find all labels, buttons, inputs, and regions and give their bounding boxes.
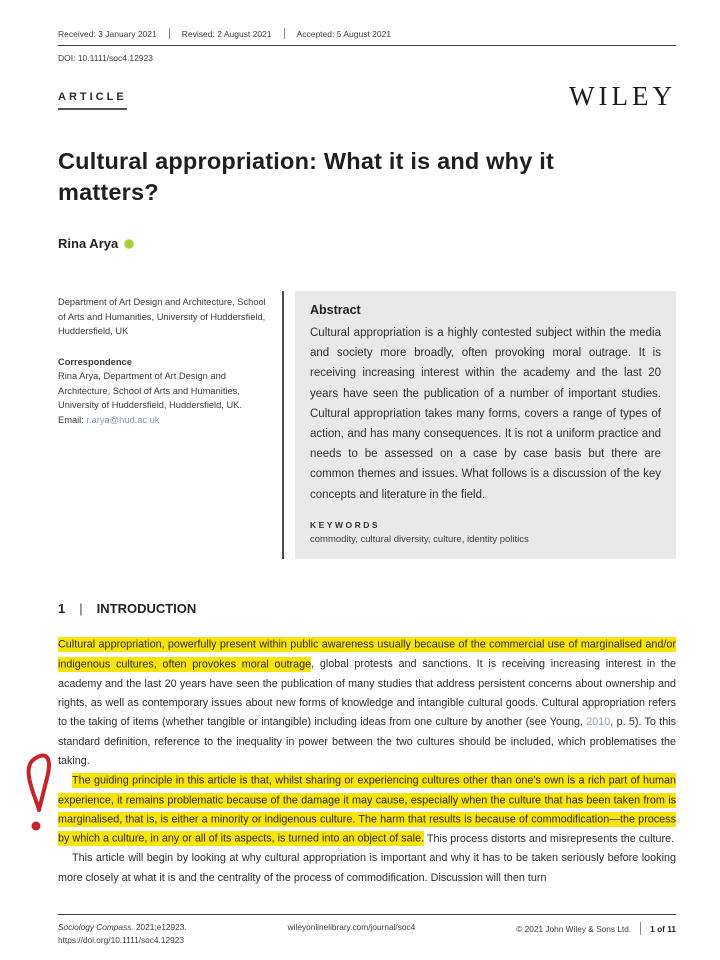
exclamation-stroke: [29, 755, 49, 810]
correspondence-heading: Correspondence: [58, 356, 132, 367]
footer-citation: [58, 921, 187, 946]
body-text: This article will begin by looking at why cultural appropriation is important and why it has to be taken seriously before looking more closely at what it is and the centrality of the process of commodification. Discussion will then turn: [58, 852, 676, 884]
header-rule: [58, 45, 676, 46]
section-pipe: |: [79, 600, 83, 616]
article-type-label: ARTICLE: [58, 91, 127, 110]
divider: [640, 922, 641, 935]
accepted-date: Accepted: 5 August 2021: [296, 28, 392, 39]
wiley-logo: WILEY: [569, 81, 676, 111]
exclamation-dot: [32, 822, 41, 831]
citation-link[interactable]: 2010: [586, 716, 611, 729]
column-divider: [282, 291, 284, 559]
abstract-text: Cultural appropriation is a highly contested subject within the media and society more broadly, often provoking moral outrage. It is receiving increasing interest within the academy and the last 20 years have seen the publication of a number of important studies. Cultural appropriation takes many forms, covers a range of types of action, and has many consequences. It is not a uniform practice and needs to be assessed on a case by case basis but there are common themes and issues. What follows is a discussion of the key concepts and literature in the field.: [310, 327, 661, 501]
footer-doi-url: https://doi.org/10.1111/soc4.12923: [58, 934, 184, 945]
abstract-box: [295, 291, 676, 559]
section-title: INTRODUCTION: [96, 600, 197, 616]
divider: [169, 28, 170, 39]
correspondence-text: Rina Arya, Department of Art Design and Architecture, School of Arts and Humanities, University of Huddersfield, Huddersfield, UK.: [58, 371, 242, 410]
footer-issue: 2021;e12923.: [133, 922, 187, 932]
intro-paragraphs: [58, 636, 676, 888]
section-number: 1: [58, 600, 66, 616]
email-label: Email:: [58, 414, 87, 425]
revised-date: Revised: 2 August 2021: [181, 28, 272, 39]
page-footer: [58, 914, 676, 946]
footer-copyright: © 2021 John Wiley & Sons Ltd.: [516, 923, 632, 934]
highlighted-text: Cultural appropriation, powerfully present within public awareness usually because of the commercial use of marginalised and/or indigenous cultures, often provokes moral outrage: [58, 638, 676, 671]
received-date: Received: 3 January 2021: [58, 28, 157, 39]
email-line: [58, 413, 270, 428]
author-name: Rina Arya: [58, 236, 119, 251]
doi-line: DOI: 10.1111/soc4.12923: [58, 53, 153, 63]
abstract-heading: Abstract: [310, 303, 361, 317]
section-heading: [58, 601, 676, 616]
affiliation-text: Department of Art Design and Architecture, School of Arts and Humanities, University of Huddersfield, Huddersfield, UK: [58, 297, 266, 336]
submission-dates-row: [58, 0, 676, 39]
footer-site-url: wileyonlinelibrary.com/journal/soc4: [287, 922, 416, 932]
keywords-heading: KEYWORDS: [310, 519, 381, 530]
orcid-icon[interactable]: [124, 239, 134, 249]
intro-paragraph: [58, 636, 676, 772]
divider: [284, 28, 285, 39]
body-text: This process distorts and misrepresents the culture.: [424, 832, 675, 845]
footer-journal-name: Sociology Compass.: [58, 922, 134, 932]
red-exclamation-annotation: [20, 750, 58, 850]
keywords-text: commodity, cultural diversity, culture, identity politics: [310, 533, 529, 545]
email-link[interactable]: r.arya@hud.ac.uk: [86, 414, 160, 425]
body-text: , p. 5). To this standard definition, reference to the inequality in power between the two cultures should be included, which problematises the taking.: [58, 716, 676, 768]
intro-paragraph: [58, 849, 676, 888]
page-title: Cultural appropriation: What it is and why it matters?: [58, 148, 554, 205]
highlighted-text: The guiding principle in this article is that, whilst sharing or experiencing cultures other than one's own is a rich part of human experience, it remains problematic because of the damage it may cause, especially when the culture that has been taken from is marginalised, that is, is either a minority or indigenous culture. The harm that results is because of commodification—the process by which a culture, in any or all of its aspects, is turned into an object of sale.: [58, 774, 676, 845]
footer-page-number: 1 of 11: [650, 923, 676, 934]
intro-paragraph: [58, 772, 676, 850]
body-text: , global protests and sanctions. It is receiving increasing interest in the academy and the last 20 years have seen the publication of many studies that address persistent concerns about ownership and rights, as well as contemporary issues about new forms of knowledge and intangible cultural goods. Cultural appropriation refers to the taking of items (whether tangible or intangible) including ideas from one culture by another (see Young,: [58, 658, 676, 729]
